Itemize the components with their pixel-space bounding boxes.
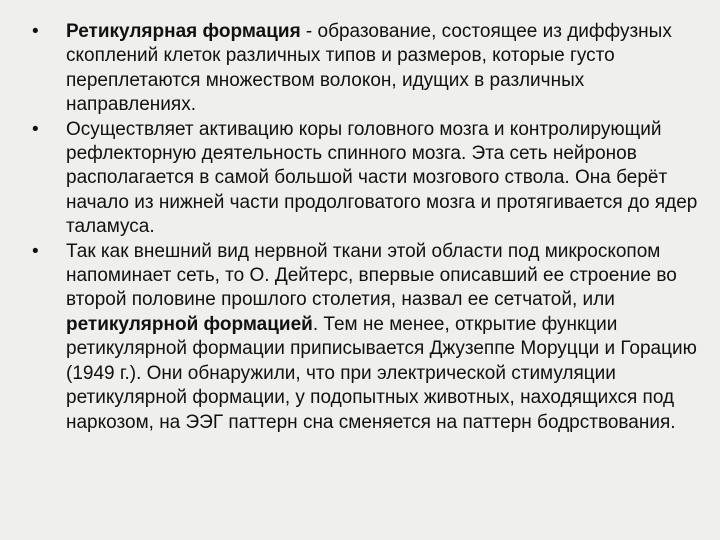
text-run: . Тем не менее, открытие функции ретикулярной формации приписывается Джузеппе Моруцци и Горацию (1949 г.). Они обнаружили, что при электрической стимуляции ретикулярной формации, у подопытных животных, находящихся под наркозом, на ЭЭГ паттерн сна сменяется на паттерн бодрствования.	[66, 313, 697, 433]
bullet-item-history	[30, 240, 700, 435]
bold-term: Ретикулярная формация	[66, 21, 301, 42]
bullet-text	[66, 21, 672, 115]
bullet-point-icon: •	[32, 118, 39, 140]
text-run: Так как внешний вид нервной ткани этой области под микроскопом напоминает сеть, то О. Дейтерс, впервые описавший ее строение во второй половине прошлого столетия, назвал ее сетчатой, или	[66, 240, 677, 311]
bullet-point-icon: •	[32, 240, 39, 262]
bullet-text: Осуществляет активацию коры головного мозга и контролирующий рефлекторную деятельность спинного мозга. Эта сеть нейронов располагается в самой большой части мозгового ствола. Она берёт начало из нижней части продолговатого мозга и протягивается до ядер таламуса.	[66, 118, 698, 238]
bullet-list	[30, 20, 700, 435]
bullet-point-icon: •	[32, 21, 39, 42]
bullet-text	[66, 241, 697, 433]
bullet-item-function	[30, 118, 700, 240]
bold-term: ретикулярной формацией	[66, 313, 313, 335]
text-run: - образование, состоящее из диффузных скоплений клеток различных типов и размеров, которые густо переплетаются множеством волокон, идущих в различных направлениях.	[66, 21, 672, 116]
bullet-item-reticular-definition	[30, 20, 700, 118]
